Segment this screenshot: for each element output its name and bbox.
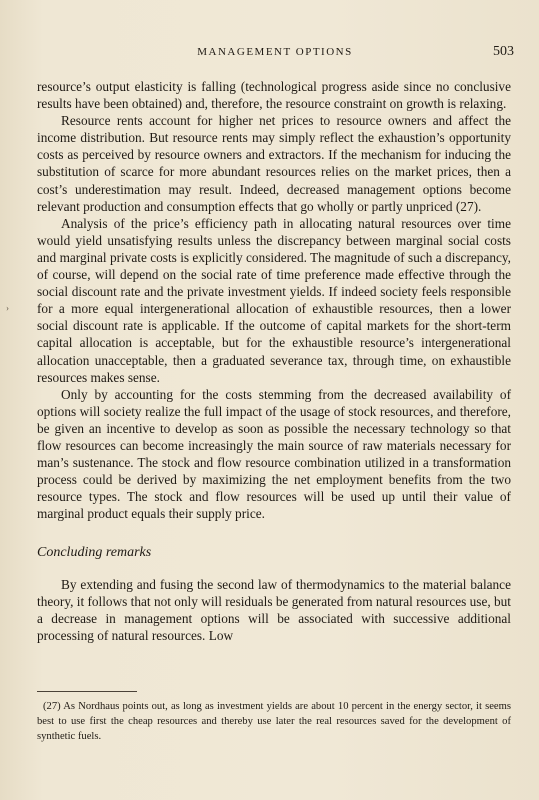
footnote-marker: (27) [43, 701, 61, 712]
paragraph-options-cost: Only by accounting for the costs stemming from the decreased availability of options will society realize the full impact of the usage of stock resources, and therefore, be given an incentive to develop as soon as possible the necessary technology so that flow resources can become increasingly the main source of raw materials necessary for man’s sustenance. The stock and flow resource combination utilized in a transformation process could be derived by maximizing the net employment benefits from the two resource types. The stock and flow resources will be used up until their value of marginal product equals their supply price. [37, 386, 511, 522]
footnote [37, 699, 511, 744]
running-head [36, 46, 514, 64]
margin-mark: › [6, 303, 9, 313]
body-text [37, 78, 511, 644]
page-number: 503 [493, 44, 514, 59]
footnote-rule [37, 691, 137, 692]
section-heading: Concluding remarks [37, 545, 152, 561]
paragraph-resource-rents: Resource rents account for higher net prices to resource owners and affect the income distribution. But resource rents may simply reflect the exhaustion’s opportunity costs as perceived by resource owners and extractors. If the mechanism for inducing the substitution of scarce for more abundant resources relies on the market prices, then a cost’s underestimation may result. Indeed, decreased management options become relevant production and consumption effects that go wholly or partly unpriced (27). [37, 113, 511, 214]
paragraph-price-efficiency: Analysis of the price’s efficiency path in allocating natural resources over time would yield unsatisfying results unless the discrepancy between marginal social costs and marginal private costs is explicitly considered. The magnitude of such a discrepancy, of course, will depend on the social rate of time preference made effective through the social discount rate and the private investment yields. If indeed society feels responsible for a more equal intergenerational allocation of exhaustible resources, then a lower social discount rate is applicable. If the outcome of capital markets for the short-term capital allocation is acceptable, but for the exhaustible resource’s intergenerational allocation unacceptable, then a graduated severance tax, through time, on exhaustible resources makes sense. [37, 215, 511, 385]
paragraph-concluding: By extending and fusing the second law of thermodynamics to the material balance theory, it follows that not only will residuals be generated from natural resources use, but a decrease in management options will be associated with successive additional processing of natural resources. Low [37, 576, 512, 643]
running-title: MANAGEMENT OPTIONS [197, 46, 353, 58]
paragraph-continuation: resource’s output elasticity is falling (technological progress aside since no conclusive results have been obtained) and, therefore, the resource constraint on growth is relaxing. [37, 79, 511, 112]
footnote-text: As Nordhaus points out, as long as investment yields are about 10 percent in the energy sector, it seems best to use first the cheap resources and thereby use later the real resources saved for the development of synthetic fuels. [37, 701, 511, 742]
